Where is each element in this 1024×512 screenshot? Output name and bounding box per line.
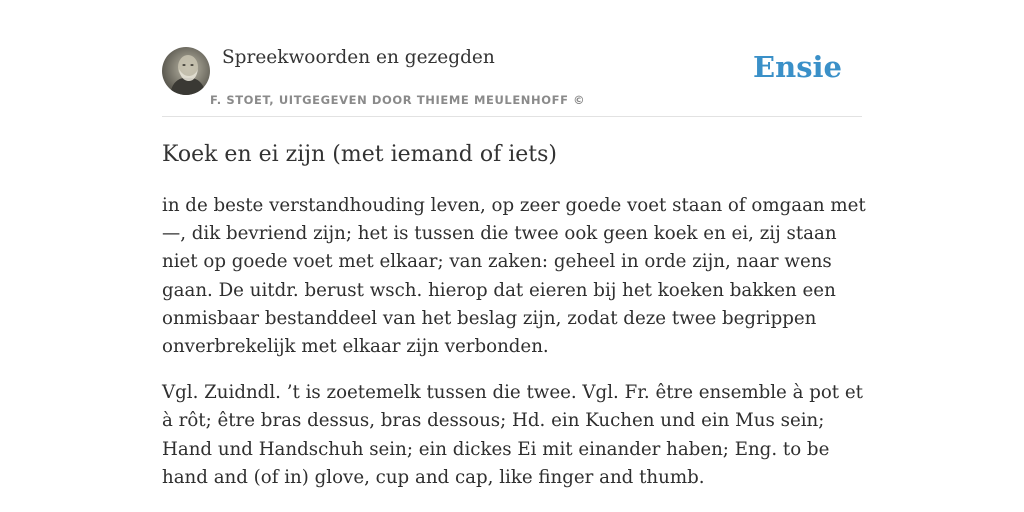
source-header [162,46,862,117]
entry-content [162,192,866,510]
source-credit: F. STOET, UITGEGEVEN DOOR THIEME MEULENHOFF © [210,93,586,107]
source-title[interactable]: Spreekwoorden en gezegden [222,47,495,68]
portrait-icon [162,47,210,95]
comparison-paragraph: Vgl. Zuidndl. ’t is zoetemelk tussen die twee. Vgl. Fr. être ensemble à pot et à rôt; être bras dessus, bras dessous; Hd. ein Kuchen und ein Mus sein; Hand und Handschuh sein; ein dickes Ei mit einander haben; Eng. to be hand and (of in) glove, cup and cap, like finger and thumb. [162,382,863,488]
definition-paragraph: in de beste verstandhouding leven, op zeer goede voet staan of omgaan met —, dik bevriend zijn; het is tussen die twee ook geen koek en ei, zij staan niet op goede voet met elkaar; van zaken: geheel in orde zijn, naar wens gaan. De uitdr. berust wsch. hierop dat eieren bij het koeken bakken een onmisbaar bestanddeel van het beslag zijn, zodat deze twee begrippen onverbrekelijk met elkaar zijn verbonden. [162,195,866,358]
entry-title: Koek en ei zijn (met iemand of iets) [162,142,558,167]
author-avatar[interactable] [162,47,210,95]
brand-logo[interactable]: Ensie [753,50,842,84]
